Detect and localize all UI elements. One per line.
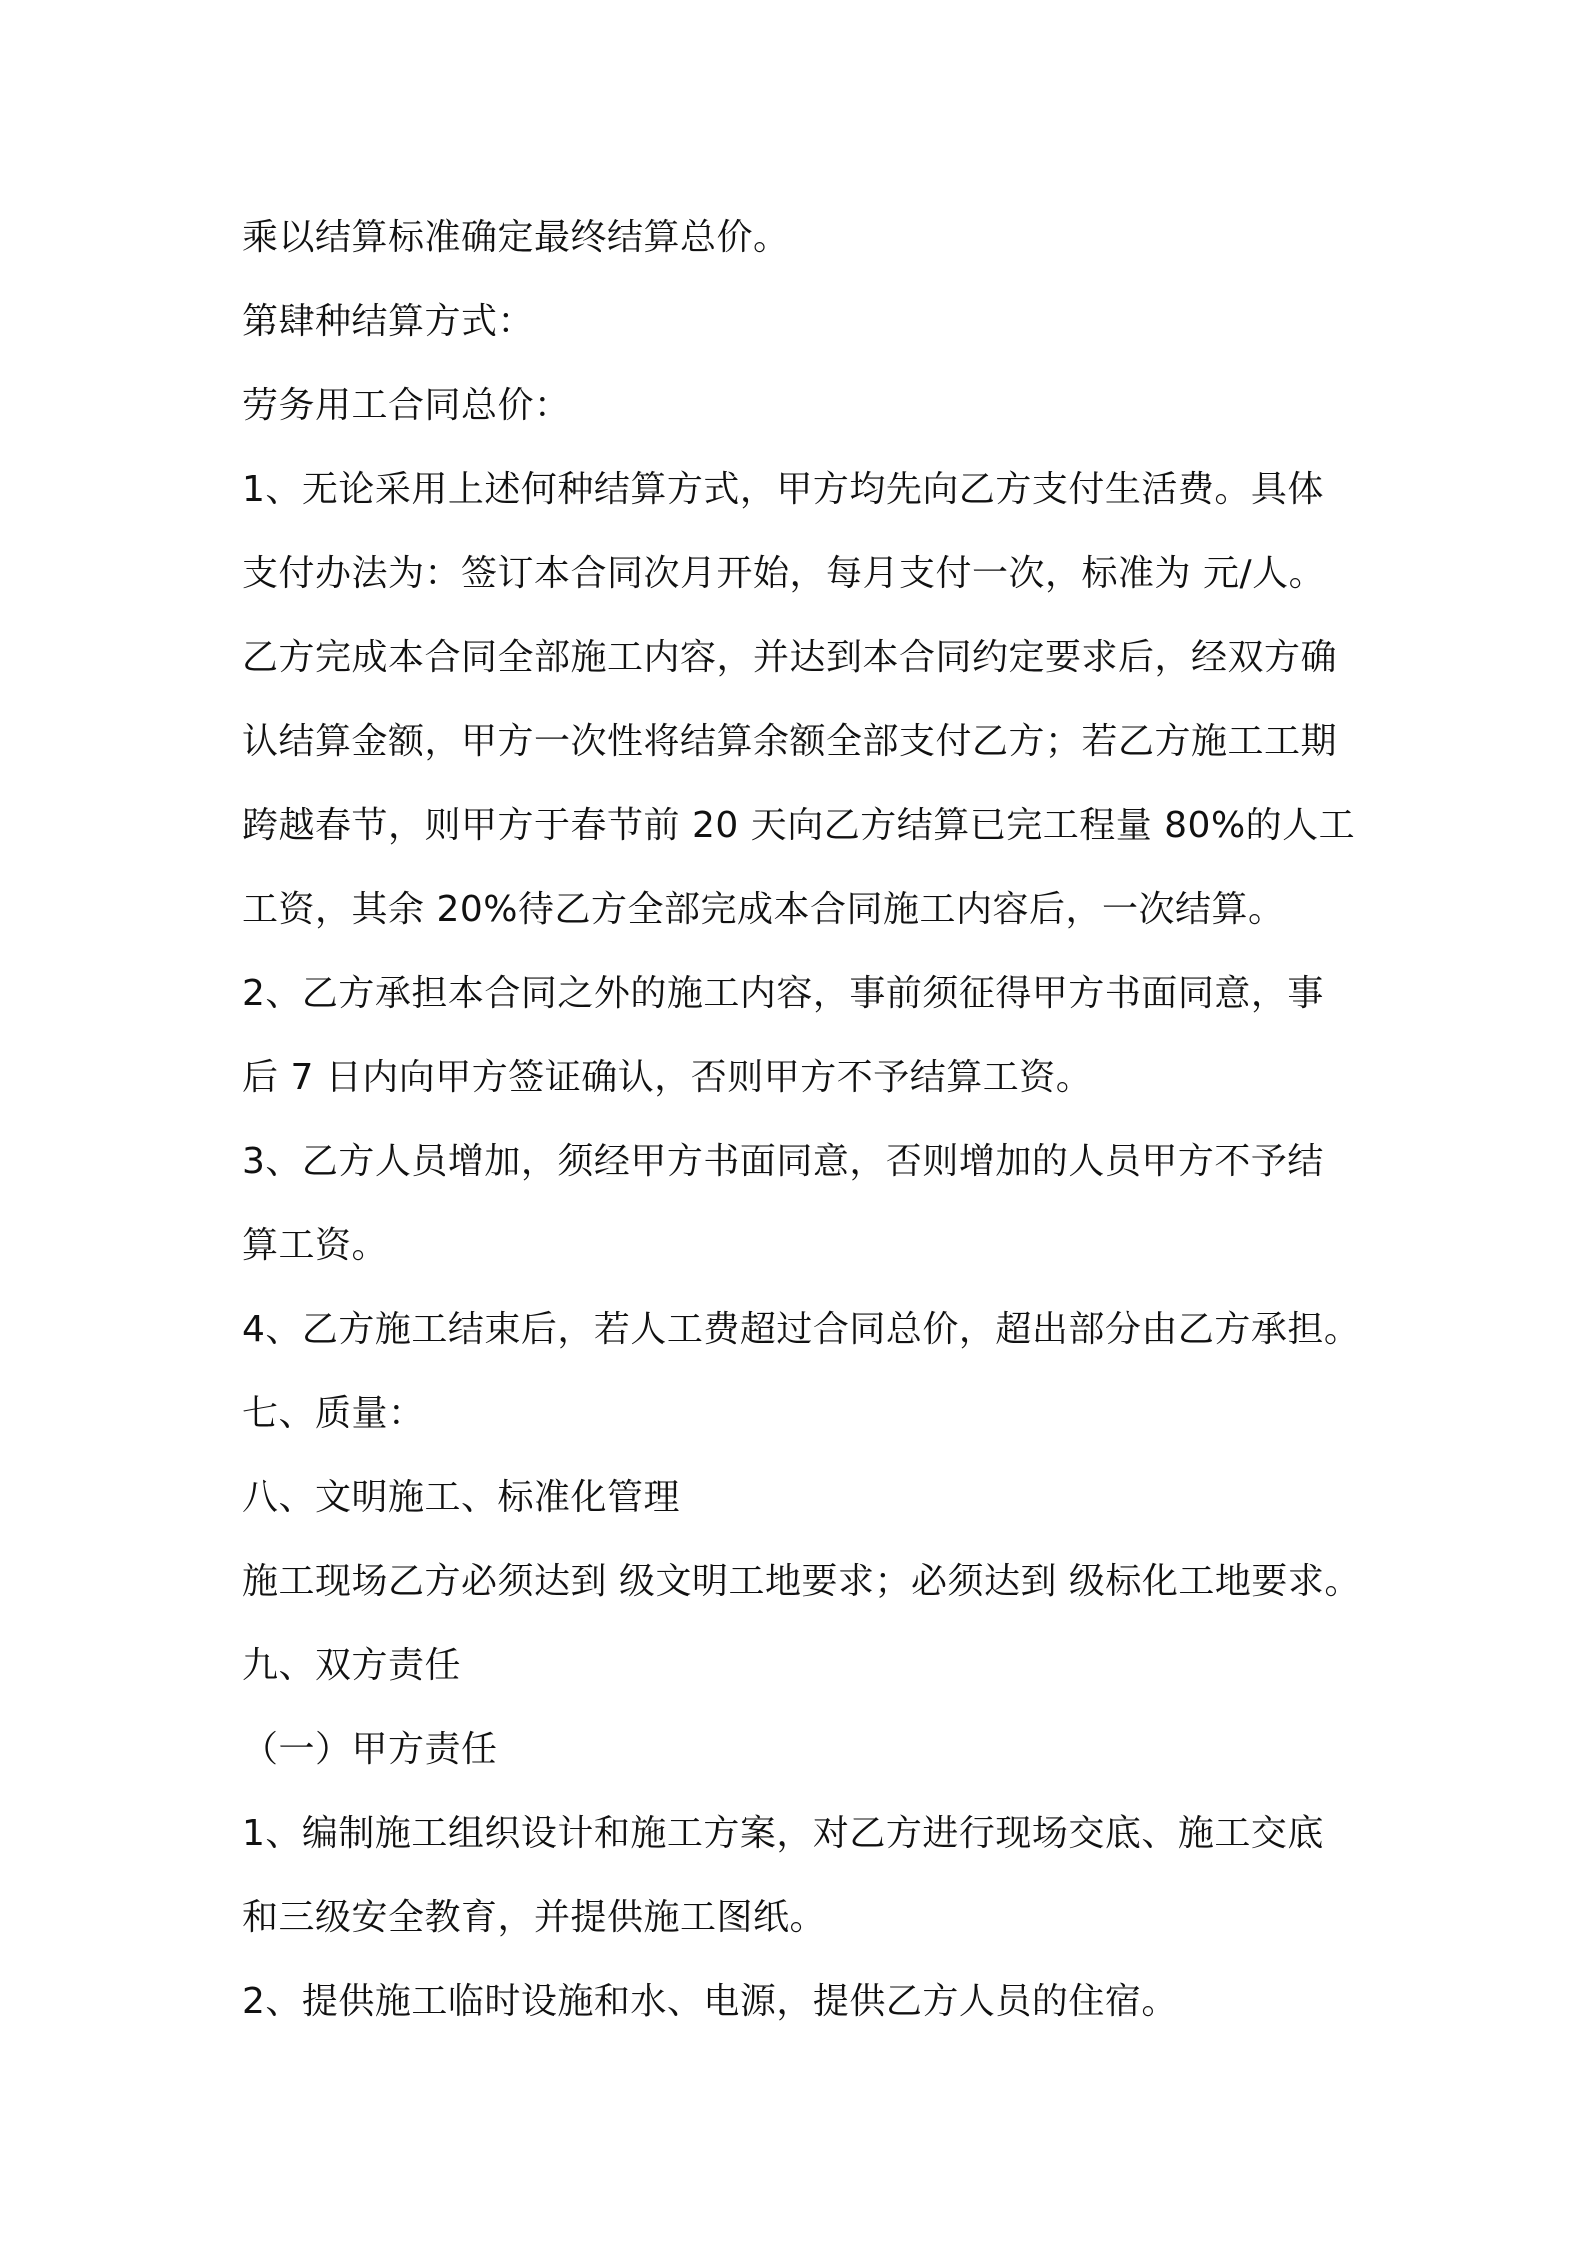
text-line: 2、提供施工临时设施和水、电源，提供乙方人员的住宿。	[242, 1981, 1178, 2022]
text-line: 施工现场乙方必须达到 级文明工地要求；必须达到 级标化工地要求。	[242, 1561, 1361, 1602]
text-line: 算工资。	[242, 1225, 389, 1266]
section-heading: 八、文明施工、标准化管理	[242, 1477, 681, 1518]
text-line: 和三级安全教育，并提供施工图纸。	[242, 1897, 827, 1938]
section-heading: 第肆种结算方式：	[242, 301, 535, 342]
text-line: 3、乙方人员增加，须经甲方书面同意，否则增加的人员甲方不予结	[242, 1141, 1324, 1182]
document-body	[242, 196, 1382, 2044]
text-line: 支付办法为：签订本合同次月开始，每月支付一次，标准为 元/人。	[242, 553, 1326, 594]
section-heading: 劳务用工合同总价：	[242, 385, 571, 426]
text-line: 乙方完成本合同全部施工内容，并达到本合同约定要求后，经双方确	[242, 637, 1338, 678]
text-line: 4、乙方施工结束后，若人工费超过合同总价，超出部分由乙方承担。	[242, 1309, 1361, 1350]
text-line: 后 7 日内向甲方签证确认，否则甲方不予结算工资。	[242, 1057, 1093, 1098]
text-line: 乘以结算标准确定最终结算总价。	[242, 217, 790, 258]
text-line: 工资，其余 20%待乙方全部完成本合同施工内容后，一次结算。	[242, 889, 1285, 930]
text-line: 认结算金额，甲方一次性将结算余额全部支付乙方；若乙方施工工期	[242, 721, 1338, 762]
section-heading: 九、双方责任	[242, 1645, 462, 1686]
text-line: 1、无论采用上述何种结算方式，甲方均先向乙方支付生活费。具体	[242, 469, 1324, 510]
text-line: 2、乙方承担本合同之外的施工内容，事前须征得甲方书面同意，事	[242, 973, 1324, 1014]
subsection-heading: （一）甲方责任	[242, 1729, 498, 1770]
text-line: 跨越春节，则甲方于春节前 20 天向乙方结算已完工程量 80%的人工	[242, 805, 1356, 846]
section-heading: 七、质量：	[242, 1393, 425, 1434]
text-line: 1、编制施工组织设计和施工方案，对乙方进行现场交底、施工交底	[242, 1813, 1324, 1854]
